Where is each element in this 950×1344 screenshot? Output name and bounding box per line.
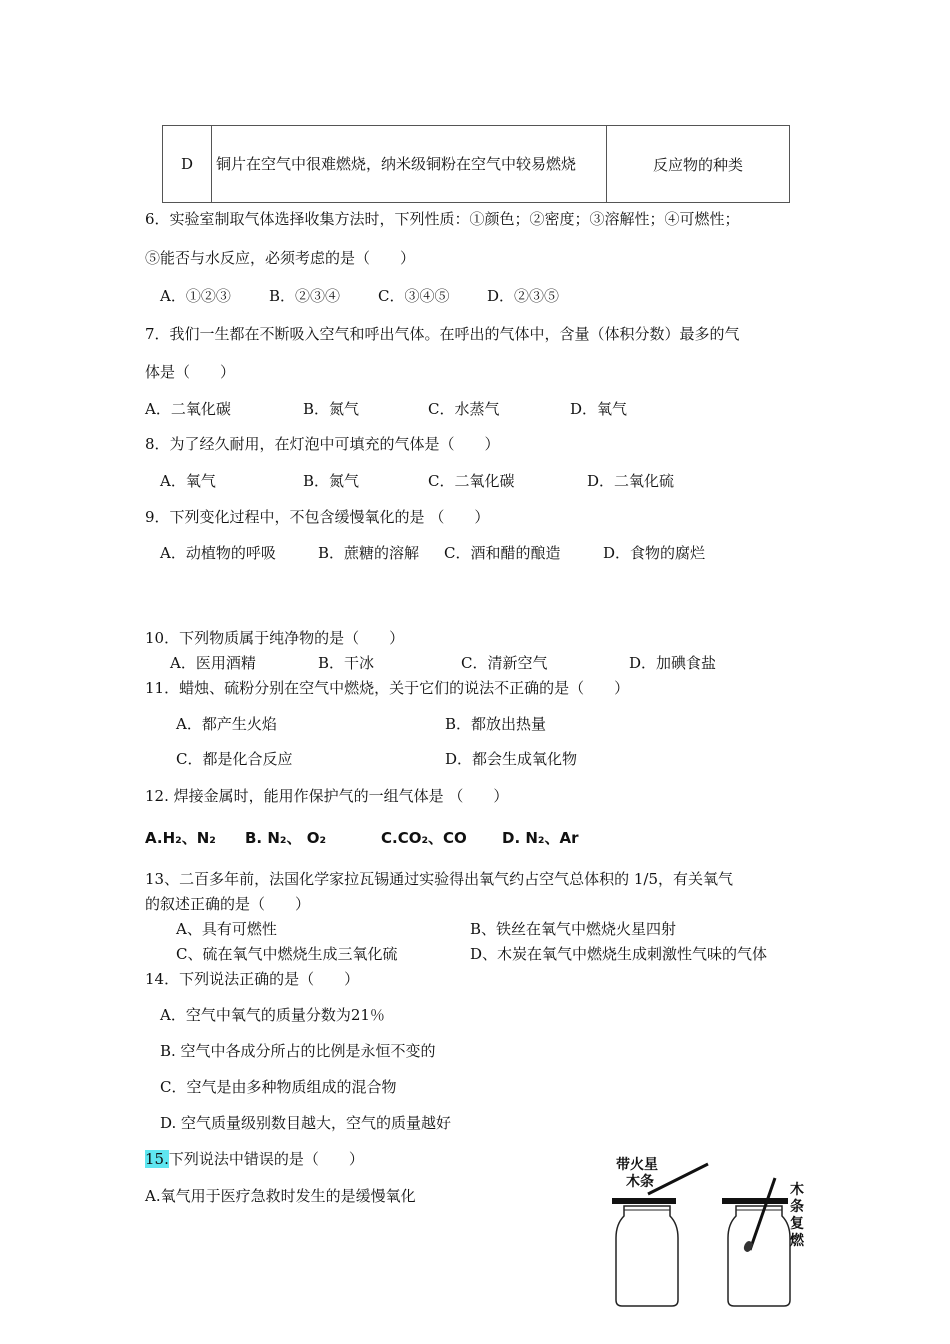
answer-table-row xyxy=(162,125,790,203)
figure-label-left-line1: 带火星 xyxy=(616,1157,658,1173)
figure-label-left-line2: 木条 xyxy=(626,1174,654,1190)
left-gas-bottle xyxy=(616,1206,678,1306)
oxygen-test-figure xyxy=(608,1150,818,1320)
table-cell-phenomenon: 铜片在空气中很难燃烧，纳米级铜粉在空气中较易燃烧 xyxy=(212,126,607,203)
figure-label-right-1: 木 xyxy=(790,1182,804,1198)
q8-option-b: B．氮气 xyxy=(303,472,360,490)
q13-stem-line1: 13、二百多年前，法国化学家拉瓦锡通过实验得出氧气约占空气总体积的 1/5，有关氧气 xyxy=(145,870,733,888)
flame-icon xyxy=(744,1241,753,1252)
q15-option-a: A.氧气用于医疗急救时发生的是缓慢氧化 xyxy=(145,1187,416,1205)
q9-stem: 9．下列变化过程中，不包含缓慢氧化的是 （ ） xyxy=(145,508,490,526)
q7-option-b: B．氮气 xyxy=(303,400,360,418)
q10-option-a: A．医用酒精 xyxy=(170,654,256,672)
right-splint-icon xyxy=(750,1178,775,1250)
q12-option-d: D. N₂、Ar xyxy=(502,829,579,847)
q15-stem: 下列说法中错误的是（ ） xyxy=(168,1150,364,1168)
q6-option-d: D．②③⑤ xyxy=(487,287,560,305)
q14-option-d: D. 空气质量级别数目越大，空气的质量越好 xyxy=(160,1114,452,1132)
q7-stem-line1: 7．我们一生都在不断吸入空气和呼出气体。在呼出的气体中，含量（体积分数）最多的气 xyxy=(145,325,740,343)
q12-stem: 12. 焊接金属时，能用作保护气的一组气体是 （ ） xyxy=(145,787,509,805)
q10-option-b: B．干冰 xyxy=(318,654,375,672)
table-cell-letter: D xyxy=(163,126,212,203)
q8-option-d: D．二氧化硫 xyxy=(587,472,675,490)
q7-option-a: A．二氧化碳 xyxy=(145,400,231,418)
q6-stem-line2: ⑤能否与水反应，必须考虑的是（ ） xyxy=(145,249,416,267)
figure-label-right-4: 燃 xyxy=(790,1233,804,1249)
q14-option-b: B. 空气中各成分所占的比例是永恒不变的 xyxy=(160,1042,436,1060)
q9-option-d: D．食物的腐烂 xyxy=(603,544,706,562)
q6-option-a: A．①②③ xyxy=(160,287,231,305)
q11-option-a: A．都产生火焰 xyxy=(176,715,277,733)
table-cell-factor: 反应物的种类 xyxy=(607,126,790,203)
q15-stem-line xyxy=(145,1148,364,1169)
q13-stem-line2: 的叙述正确的是（ ） xyxy=(145,895,311,913)
q13-option-a: A、具有可燃性 xyxy=(176,920,277,938)
q14-stem: 14．下列说法正确的是（ ） xyxy=(145,970,360,988)
q11-stem: 11．蜡烛、硫粉分别在空气中燃烧，关于它们的说法不正确的是（ ） xyxy=(145,679,630,697)
figure-label-right-3: 复 xyxy=(790,1216,804,1232)
q15-number: 15. xyxy=(145,1150,169,1168)
q7-option-c: C．水蒸气 xyxy=(428,400,500,418)
q13-option-d: D、木炭在氧气中燃烧生成刺激性气味的气体 xyxy=(470,945,768,963)
q9-option-c: C．酒和醋的酿造 xyxy=(444,544,561,562)
q10-stem: 10．下列物质属于纯净物的是（ ） xyxy=(145,629,405,647)
q12-option-b: B. N₂、 O₂ xyxy=(245,829,327,847)
q14-option-a: A．空气中氧气的质量分数为21％ xyxy=(160,1006,385,1024)
q8-option-a: A．氧气 xyxy=(160,472,216,490)
q9-option-b: B．蔗糖的溶解 xyxy=(318,544,420,562)
q11-option-d: D．都会生成氧化物 xyxy=(445,750,578,768)
q8-option-c: C．二氧化碳 xyxy=(428,472,515,490)
q14-option-c: C．空气是由多种物质组成的混合物 xyxy=(160,1078,397,1096)
right-glass-plate xyxy=(722,1198,788,1204)
q6-stem-line1: 6．实验室制取气体选择收集方法时，下列性质：①颜色；②密度；③溶解性；④可燃性； xyxy=(145,210,740,228)
q12-option-a: A.H₂、N₂ xyxy=(145,829,216,847)
q11-option-b: B．都放出热量 xyxy=(445,715,547,733)
q7-stem-line2: 体是（ ） xyxy=(145,363,236,381)
q12-option-c: C.CO₂、CO xyxy=(381,829,467,847)
q6-option-b: B．②③④ xyxy=(269,287,341,305)
q10-option-d: D．加碘食盐 xyxy=(629,654,717,672)
figure-label-right-2: 条 xyxy=(790,1199,804,1215)
q9-option-a: A．动植物的呼吸 xyxy=(160,544,276,562)
q13-option-b: B、铁丝在氧气中燃烧火星四射 xyxy=(470,920,677,938)
left-glass-plate xyxy=(612,1198,676,1204)
q8-stem: 8．为了经久耐用，在灯泡中可填充的气体是（ ） xyxy=(145,435,500,453)
q6-option-c: C．③④⑤ xyxy=(378,287,450,305)
q10-option-c: C．清新空气 xyxy=(461,654,548,672)
q7-option-d: D．氧气 xyxy=(570,400,628,418)
q11-option-c: C．都是化合反应 xyxy=(176,750,293,768)
q13-option-c: C、硫在氧气中燃烧生成三氧化硫 xyxy=(176,945,398,963)
